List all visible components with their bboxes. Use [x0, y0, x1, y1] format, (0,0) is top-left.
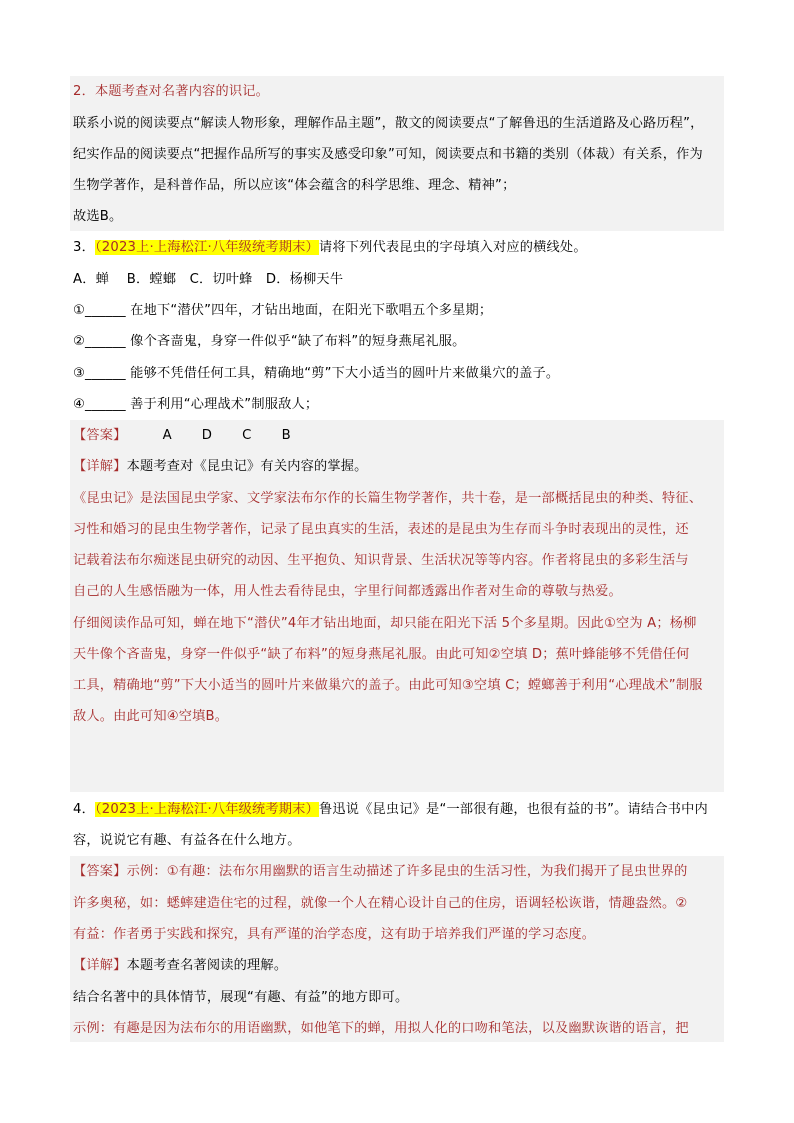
q4-source-tag: （2023上·上海松江·八年级统考期末） [94, 802, 319, 817]
q3-stem: 请将下列代表昆虫的字母填入对应的横线处。 [318, 240, 587, 255]
q3-detail-line-8: 工具，精确地“剪”下大小适当的圆叶片来做巢穴的盖子。由此可知③空填 C；螳螂善于利用“心理战术”制服 [73, 678, 703, 693]
q4-answer-line-1 [73, 862, 687, 882]
q4-answer-line-2: 许多奥秘，如：蟋蟀建造住宅的过程，就像一个人在精心设计自己的住房，语调轻松诙谐，情趣盎然。② [73, 896, 688, 911]
q3-item-3: ③______ 能够不凭借任何工具，精确地“剪”下大小适当的圆叶片来做巢穴的盖子。 [73, 366, 560, 381]
q3-answer-line [73, 426, 291, 446]
q2-analysis-line-3: 纪实作品的阅读要点“把握作品所写的事实及感受印象”可知，阅读要点和书籍的类别（体裁）有关系，作为 [73, 147, 703, 162]
q3-answer-a: A [162, 428, 172, 443]
q4-answer-block [70, 856, 724, 1042]
q2-analysis-line-4: 生物学著作，是科普作品，所以应该“体会蕴含的科学思维、理念、精神”； [73, 178, 516, 193]
q3-item-2: ②______ 像个吝啬鬼，身穿一件似乎“缺了布料”的短身燕尾礼服。 [73, 334, 466, 349]
q3-source-tag: （2023上·上海松江·八年级统考期末） [94, 240, 319, 255]
q3-detail-line-2: 《昆虫记》是法国昆虫学家、文学家法布尔作的长篇生物学著作，共十卷，是一部概括昆虫的种类、特征、 [73, 491, 703, 506]
q4-answer-label: 【答案】 [73, 864, 127, 879]
q3-detail-line-5: 自己的人生感悟融为一体，用人性去看待昆虫，字里行间都透露出作者对生命的尊敬与热爱。 [73, 584, 622, 599]
q3-item-1: ①______ 在地下“潜伏”四年，才钻出地面，在阳光下歌唱五个多星期； [73, 303, 493, 318]
q3-answer-d: D [201, 428, 213, 443]
q4-number: 4． [73, 802, 95, 817]
q2-analysis-line-2: 联系小说的阅读要点“解读人物形象，理解作品主题”，散文的阅读要点“了解鲁迅的生活道路及心路历程”， [73, 116, 704, 131]
q4-question-line-2: 容，说说它有趣、有益各在什么地方。 [73, 833, 301, 848]
q3-detail-line-9: 敌人。由此可知④空填B。 [73, 709, 229, 724]
q4-detail-line-1 [73, 956, 287, 976]
q3-detail-intro: 本题考查对《昆虫记》有关内容的掌握。 [126, 459, 368, 474]
q4-answer-1: 示例：①有趣：法布尔用幽默的语言生动描述了许多昆虫的生活习性，为我们揭开了昆虫世界的 [126, 864, 688, 879]
q3-detail-label: 【详解】 [73, 459, 127, 474]
q3-answer-label: 【答案】 [73, 428, 127, 443]
q3-detail-line-3: 习性和婚习的昆虫生物学著作，记录了昆虫真实的生活，表述的是昆虫为生存而斗争时表现出的灵性，还 [73, 522, 689, 537]
q4-detail-line-3: 示例：有趣是因为法布尔的用语幽默，如他笔下的蝉，用拟人化的口吻和笔法，以及幽默诙谐的语言，把 [73, 1021, 689, 1036]
q3-answer-b: B [281, 428, 291, 443]
q2-analysis-line-5: 故选B。 [73, 209, 123, 224]
q3-detail-line-1 [73, 457, 368, 477]
q4-detail-intro: 本题考查名著阅读的理解。 [126, 958, 288, 973]
q2-analysis-line-1: 2．本题考查对名著内容的识记。 [73, 84, 270, 99]
q3-options: A．蝉 B．螳螂 C．切叶蜂 D．杨柳天牛 [73, 272, 344, 287]
q4-detail-label: 【详解】 [73, 958, 127, 973]
q3-question-line [73, 238, 587, 258]
q3-item-4: ④______ 善于利用“心理战术”制服敌人； [73, 397, 319, 412]
q4-detail-line-2: 结合名著中的具体情节，展现“有趣、有益”的地方即可。 [73, 990, 409, 1005]
q4-answer-line-3: 有益：作者勇于实践和探究，具有严谨的治学态度，这有助于培养我们严谨的学习态度。 [73, 927, 596, 942]
q3-detail-line-4: 记载着法布尔痴迷昆虫研究的动因、生平抱负、知识背景、生活状况等等内容。作者将昆虫的多彩生活与 [73, 553, 689, 568]
q4-question-line-1 [73, 800, 708, 820]
q4-stem-1: 鲁迅说《昆虫记》是“一部很有趣，也很有益的书”。请结合书中内 [318, 802, 708, 817]
q3-answer-c: C [242, 428, 252, 443]
q3-detail-line-6: 仔细阅读作品可知，蝉在地下“潜伏”4年才钻出地面，却只能在阳光下活 5个多星期。因此①空为 A；杨柳 [73, 616, 697, 631]
q3-number: 3． [73, 240, 95, 255]
q3-detail-line-7: 天牛像个吝啬鬼，身穿一件似乎“缺了布料”的短身燕尾礼服。由此可知②空填 D；蕉叶蜂能够不凭借任何 [73, 647, 690, 662]
